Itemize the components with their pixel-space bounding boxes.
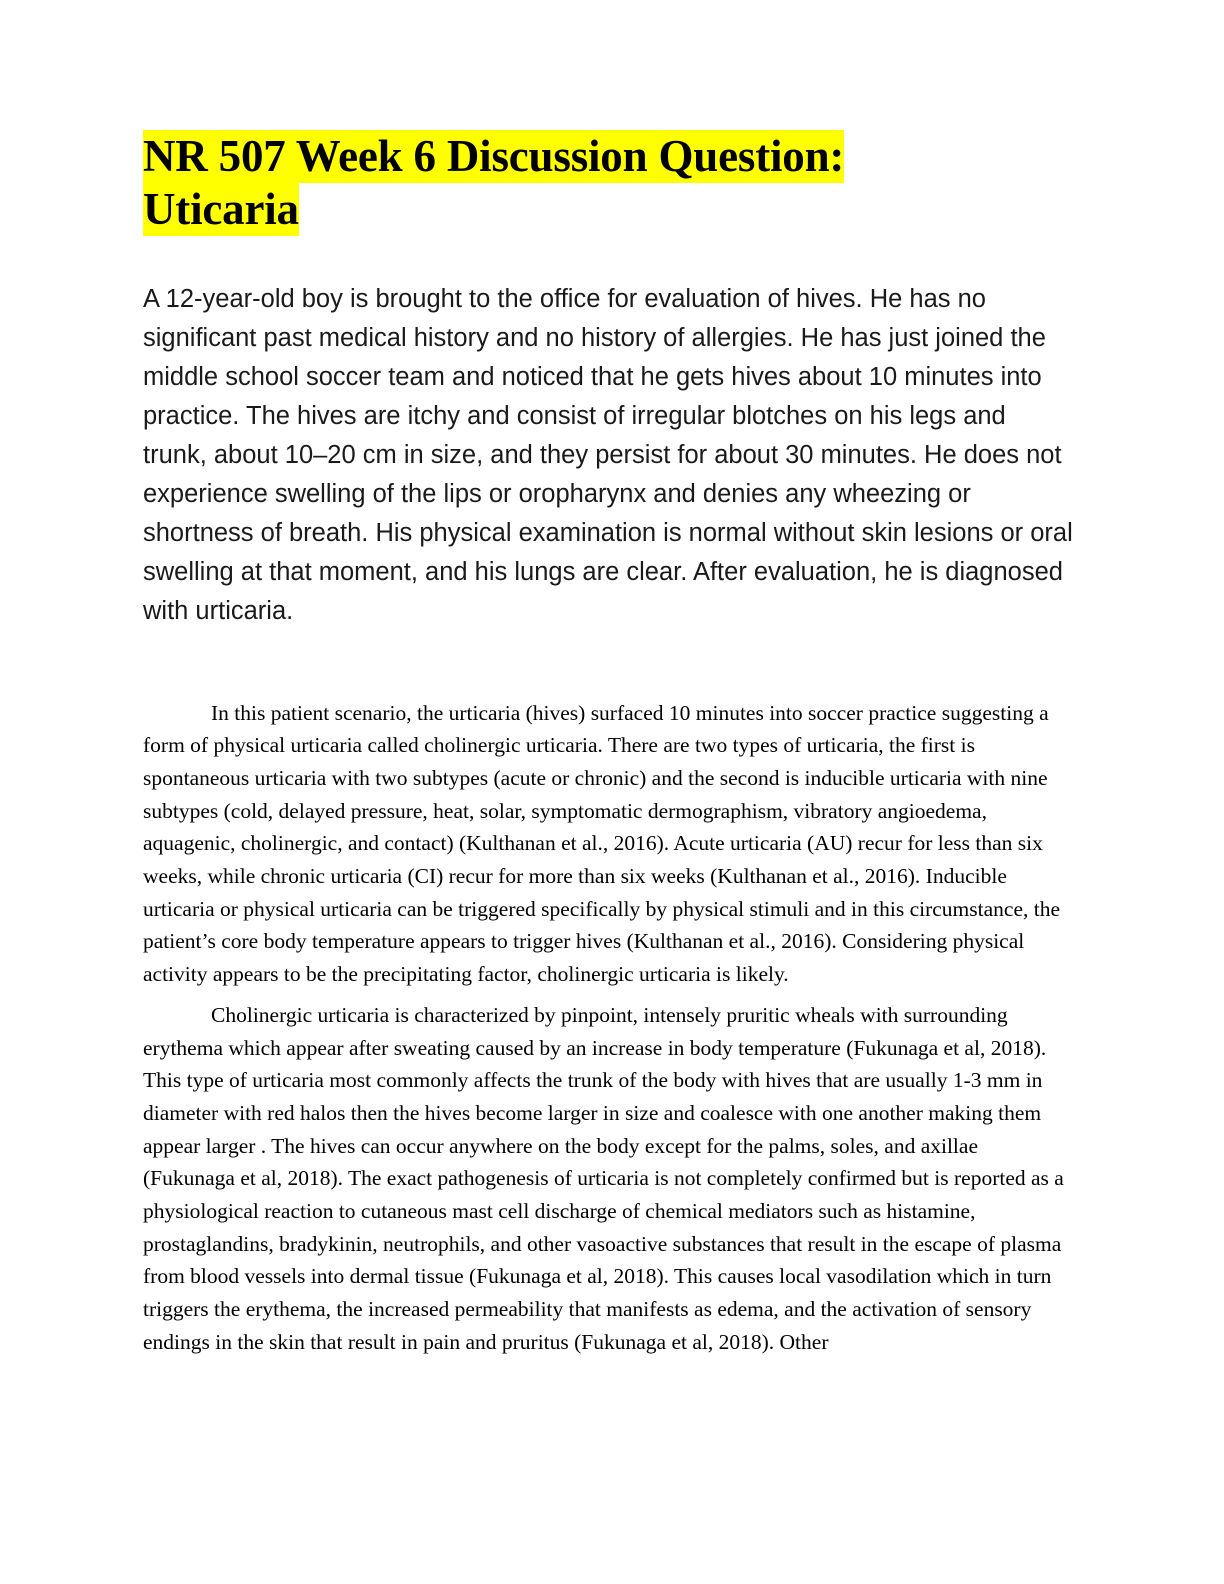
page-title-line-2: Uticaria: [143, 183, 299, 234]
page-title-line-1: NR 507 Week 6 Discussion Question:: [143, 131, 845, 181]
case-scenario-text: A 12-year-old boy is brought to the office for evaluation of hives. He has no significant past medical history and no history of allergies. He has just joined the middle school soccer team and noticed that he gets hives about 10 minutes into practice. The hives are itchy and consist of irregular blotches on his legs and trunk, about 10–20 cm in size, and they persist for about 30 minutes. He does not experience swelling of the lips or oropharynx and denies any wheezing or shortness of breath. His physical examination is normal without skin lesions or oral swelling at that moment, and his lungs are clear. After evaluation, he is diagnosed with urticaria.: [143, 285, 1073, 626]
body-paragraph-2: Cholinergic urticaria is characterized by pinpoint, intensely pruritic wheals with surrounding erythema which appear after sweating caused by an increase in body temperature (Fukunaga et al, 2018). This type of urticaria most commonly affects the trunk of the body with hives that are usually 1-3 mm in diameter with red halos then the hives become larger in size and coalesce with one another making them appear larger . The hives can occur anywhere on the body except for the palms, soles, and axillae (Fukunaga et al, 2018). The exact pathogenesis of urticaria is not completely confirmed but is reported as a physiological reaction to cutaneous mast cell discharge of chemical mediators such as histamine, prostaglandins, bradykinin, neutrophils, and other vasoactive substances that result in the escape of plasma from blood vessels into dermal tissue (Fukunaga et al, 2018). This causes local vasodilation which in turn triggers the erythema, the increased permeability that manifests as edema, and the activation of sensory endings in the skin that result in pain and pruritus (Fukunaga et al, 2018). Other: [143, 1002, 1064, 1354]
section-spacer: [143, 657, 1073, 697]
document-content: [143, 130, 1073, 1358]
body-paragraph-1: In this patient scenario, the urticaria (hives) surfaced 10 minutes into soccer practice suggesting a form of physical urticaria called cholinergic urticaria. There are two types of urticaria, the first is spontaneous urticaria with two subtypes (acute or chronic) and the second is inducible urticaria with nine subtypes (cold, delayed pressure, heat, solar, symptomatic dermographism, vibratory angioedema, aquagenic, cholinergic, and contact) (Kulthanan et al., 2016). Acute urticaria (AU) recur for less than six weeks, while chronic urticaria (CI) recur for more than six weeks (Kulthanan et al., 2016). Inducible urticaria or physical urticaria can be triggered specifically by physical stimuli and in this circumstance, the patient’s core body temperature appears to trigger hives (Kulthanan et al., 2016). Considering physical activity appears to be the precipitating factor, cholinergic urticaria is likely.: [143, 700, 1061, 987]
page-title: [143, 130, 1073, 235]
